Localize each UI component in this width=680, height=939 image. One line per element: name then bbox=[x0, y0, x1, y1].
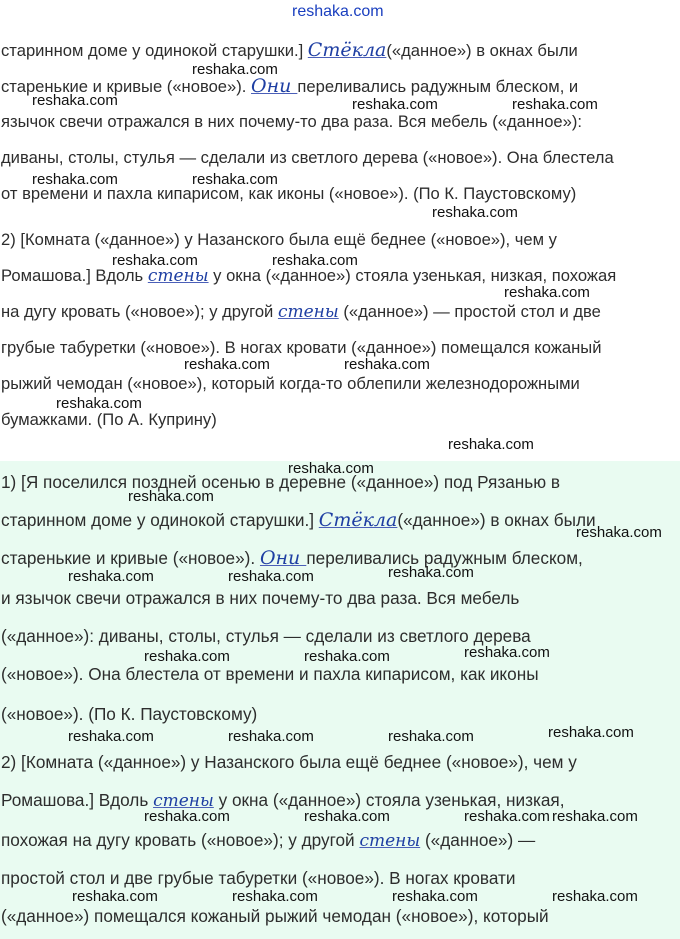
text-segment: («данное») помещался кожаный рыжий чемодан («новое»), который bbox=[1, 906, 549, 926]
handwritten-underlined-word: Стёкла bbox=[307, 39, 387, 61]
text-line bbox=[1, 40, 578, 61]
text-line bbox=[1, 510, 596, 530]
watermark-text: reshaka.com bbox=[32, 171, 118, 188]
watermark-text: reshaka.com bbox=[32, 92, 118, 109]
text-line bbox=[1, 472, 560, 492]
text-segment: старинном доме у одинокой старушки.] bbox=[1, 41, 308, 60]
text-line bbox=[1, 230, 557, 250]
text-line bbox=[1, 752, 577, 772]
text-segment: старенькие и кривые («новое»). bbox=[1, 548, 260, 568]
text-line bbox=[1, 148, 614, 168]
text-segment: («данное») в окнах были bbox=[397, 510, 596, 530]
handwritten-underlined-word: Они bbox=[251, 75, 298, 97]
watermark-text: reshaka.com bbox=[552, 888, 638, 905]
watermark-text: reshaka.com bbox=[432, 204, 518, 221]
text-segment: язычок свечи отражался в них почему-то два раза. Вся мебель («данное»): bbox=[1, 112, 583, 131]
watermark-text: reshaka.com bbox=[388, 728, 474, 745]
text-line bbox=[1, 112, 582, 132]
watermark-text: reshaka.com bbox=[552, 808, 638, 825]
text-line bbox=[1, 704, 257, 724]
text-segment: («новое»). (По К. Паустовскому) bbox=[1, 704, 258, 724]
watermark-text: reshaka.com bbox=[68, 568, 154, 585]
text-line bbox=[1, 830, 535, 851]
watermark-text: reshaka.com bbox=[232, 888, 318, 905]
watermark-text: reshaka.com bbox=[344, 356, 430, 373]
watermark-text: reshaka.com bbox=[304, 648, 390, 665]
text-segment: у окна («данное») стояла узенькая, низкая, похожая bbox=[208, 266, 617, 285]
text-segment: 1) [Я поселился поздней осенью в деревне («данное») под Рязанью в bbox=[1, 472, 561, 492]
watermark-text: reshaka.com bbox=[388, 564, 474, 581]
text-line bbox=[1, 626, 531, 646]
text-line bbox=[1, 302, 601, 322]
text-line bbox=[1, 548, 583, 568]
watermark-text: reshaka.com bbox=[288, 460, 374, 477]
text-segment: («данное»): диваны, столы, стулья — сделали из светлого дерева bbox=[1, 626, 531, 646]
watermark-text: reshaka.com bbox=[192, 171, 278, 188]
watermark-text: reshaka.com bbox=[112, 252, 198, 269]
watermark-text: reshaka.com bbox=[144, 648, 230, 665]
text-segment: 2) [Комната («данное») у Назанского была ещё беднее («новое»), чем у bbox=[1, 230, 557, 249]
watermark-text: reshaka.com bbox=[504, 284, 590, 301]
text-line bbox=[1, 410, 217, 430]
watermark-text: reshaka.com bbox=[228, 728, 314, 745]
watermark-text: reshaka.com bbox=[464, 808, 550, 825]
text-line bbox=[1, 266, 616, 286]
handwritten-underlined-word: стены bbox=[359, 831, 421, 851]
handwritten-underlined-word: стены bbox=[277, 302, 339, 322]
watermark-text: reshaka.com bbox=[464, 644, 550, 661]
watermark-text: reshaka.com bbox=[512, 96, 598, 113]
text-segment: и язычок свечи отражался в них почему-то два раза. Вся мебель bbox=[1, 588, 520, 608]
text-segment: («новое»). Она блестела от времени и пахла кипарисом, как иконы bbox=[1, 664, 539, 684]
watermark-text: reshaka.com bbox=[128, 488, 214, 505]
text-segment: от времени и пахла кипарисом, как иконы («новое»). (По К. Паустовскому) bbox=[1, 184, 577, 203]
watermark-text: reshaka.com bbox=[144, 808, 230, 825]
text-segment: грубые табуретки («новое»). В ногах кровати («данное») помещался кожаный bbox=[1, 338, 602, 357]
watermark-text: reshaka.com bbox=[184, 356, 270, 373]
watermark-text: reshaka.com bbox=[352, 96, 438, 113]
watermark-text: reshaka.com bbox=[392, 888, 478, 905]
text-segment: простой стол и две грубые табуретки («новое»). В ногах кровати bbox=[1, 868, 516, 888]
watermark-text: reshaka.com bbox=[56, 395, 142, 412]
watermark-text: reshaka.com bbox=[548, 724, 634, 741]
text-segment: у окна («данное») стояла узенькая, низкая, bbox=[213, 790, 565, 810]
text-segment: похожая на дугу кровать («новое»); у другой bbox=[1, 830, 360, 850]
text-line bbox=[1, 868, 516, 888]
watermark-text: reshaka.com bbox=[72, 888, 158, 905]
text-line bbox=[1, 906, 549, 926]
text-segment: 2) [Комната («данное») у Назанского была ещё беднее («новое»), чем у bbox=[1, 752, 577, 772]
watermark-text: reshaka.com bbox=[448, 436, 534, 453]
watermark-text: reshaka.com bbox=[192, 61, 278, 78]
text-line bbox=[1, 664, 539, 684]
text-segment: бумажками. (По А. Куприну) bbox=[1, 410, 217, 429]
text-line bbox=[1, 374, 580, 394]
handwritten-underlined-word: Стёкла bbox=[318, 509, 398, 531]
text-segment: Ромашова.] Вдоль bbox=[1, 790, 154, 810]
watermark-text: reshaka.com bbox=[292, 3, 384, 20]
handwritten-underlined-word: стены bbox=[147, 266, 209, 286]
text-segment: старинном доме у одинокой старушки.] bbox=[1, 510, 319, 530]
text-line bbox=[1, 338, 601, 358]
text-segment: Ромашова.] Вдоль bbox=[1, 266, 148, 285]
text-segment: («данное») — bbox=[420, 830, 536, 850]
text-segment: диваны, столы, стулья — сделали из светлого дерева («новое»). Она блестела bbox=[1, 148, 614, 167]
handwritten-underlined-word: стены bbox=[153, 791, 214, 811]
text-segment: старенькие и кривые («новое»). bbox=[1, 77, 251, 96]
text-segment: переливались радужным блеском, и bbox=[297, 77, 579, 96]
text-segment: переливались радужным блеском, bbox=[306, 548, 583, 568]
text-line bbox=[1, 588, 519, 608]
text-segment: на дугу кровать («новое»); у другой bbox=[1, 302, 278, 321]
text-segment: («данное») — простой стол и две bbox=[338, 302, 601, 321]
text-segment: рыжий чемодан («новое»), который когда-то облепили железнодорожными bbox=[1, 374, 580, 393]
watermark-text: reshaka.com bbox=[304, 808, 390, 825]
watermark-text: reshaka.com bbox=[228, 568, 314, 585]
watermark-text: reshaka.com bbox=[272, 252, 358, 269]
handwritten-underlined-word: Они bbox=[259, 547, 307, 569]
text-segment: («данное») в окнах были bbox=[386, 41, 578, 60]
watermark-text: reshaka.com bbox=[68, 728, 154, 745]
watermark-text: reshaka.com bbox=[576, 524, 662, 541]
